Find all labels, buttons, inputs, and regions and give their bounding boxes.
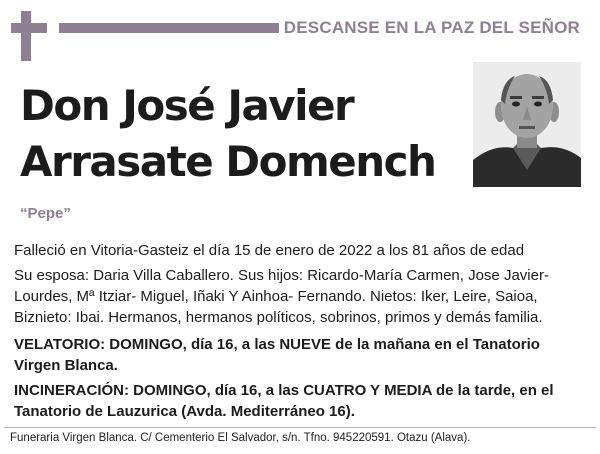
footer-divider xyxy=(4,427,596,428)
funeral-home-footer: Funeraria Virgen Blanca. C/ Cementerio El Salvador, s/n. Tfno. 945220591. Otazu (Alava). xyxy=(10,432,471,444)
nickname: “Pepe” xyxy=(20,205,71,222)
family-list: Su esposa: Daria Villa Caballero. Sus hijos: Ricardo-María Carmen, Jose Javier-Lourdes, Mª Itziar- Miguel, Iñaki Y Ainhoa- Fernando. Nietos: Iker, Leire, Saioa, Biznieto: Ibai. Hermanos, hermanos políticos, sobrinos, primos y demás familia. xyxy=(14,267,549,326)
death-notice: Falleció en Vitoria-Gasteiz el día 15 de enero de 2022 a los 81 años de edad xyxy=(14,242,525,259)
deceased-name-line1: Don José Javier xyxy=(20,81,354,130)
header-divider xyxy=(59,23,279,33)
cremation-details: INCINERACIÓN: DOMINGO, día 16, a las CUATRO Y MEDIA de la tarde, en el Tanatorio de Lauzurica (Avda. Mediterráneo 16). xyxy=(14,382,554,420)
header-title: DESCANSE EN LA PAZ DEL SEÑOR xyxy=(283,18,580,37)
deceased-name xyxy=(20,78,460,190)
portrait-photo xyxy=(473,62,581,187)
deceased-name-line2: Arrasate Domench xyxy=(20,137,436,186)
wake-details: VELATORIO: DOMINGO, día 16, a las NUEVE de la mañana en el Tanatorio Virgen Blanca. xyxy=(14,336,540,374)
